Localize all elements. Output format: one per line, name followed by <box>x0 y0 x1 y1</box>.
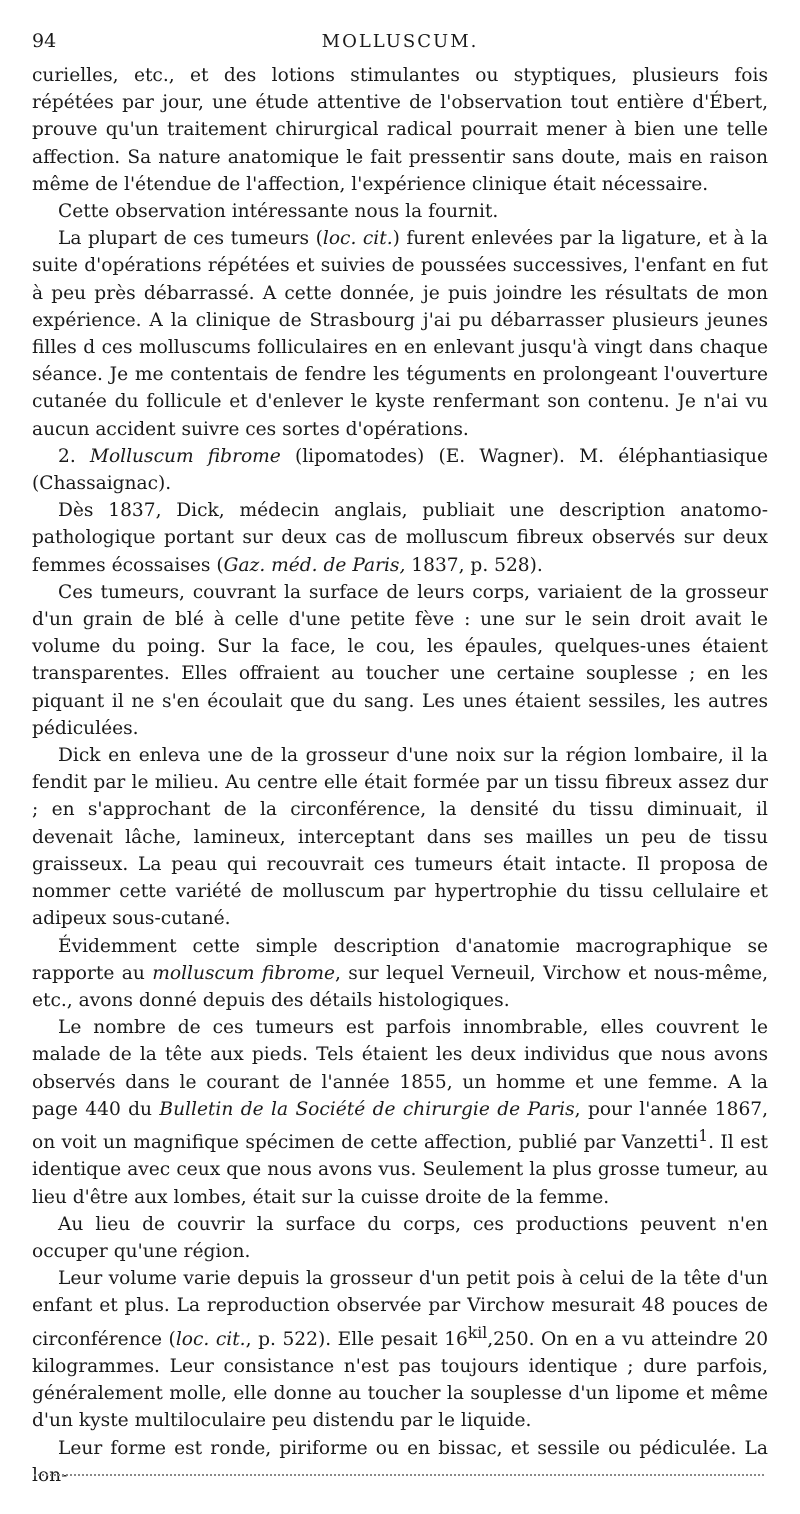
paragraph <box>32 742 768 932</box>
text-run: ,250. On en a vu atteindre 20 kilogrammes. Leur consistance n'est pas toujours identique ; dure parfois, généralement molle, elle donne au toucher la souplesse d'un lipome et même d'un kyste multiloculaire peu distendu par le liquide. <box>32 1328 769 1432</box>
page-header <box>32 28 768 58</box>
text-run: Cette observation intéressante nous la fournit. <box>58 201 499 223</box>
text-run: . Il est identique avec ceux que nous avons vus. Seulement la plus grosse tumeur, au lieu d'être aux lombes, était sur la cuisse droite de la femme. <box>32 1132 768 1208</box>
superscript: 1 <box>698 1126 709 1145</box>
page-number: 94 <box>32 30 57 52</box>
paragraph <box>32 62 768 198</box>
italic-text: loc. cit. <box>322 228 393 250</box>
paragraph <box>32 225 768 443</box>
body-text <box>32 62 768 1489</box>
italic-text: Bulletin de la Société de chirurgie de Paris <box>159 1098 575 1120</box>
running-title: MOLLUSCUM. <box>321 31 479 52</box>
paragraph <box>32 1014 768 1211</box>
text-run: 2. <box>58 445 90 467</box>
text-run: Leur forme est ronde, piriforme ou en bissac, et sessile ou pédiculée. La lon- <box>32 1437 768 1486</box>
text-run: Leur volume varie depuis la grosseur d'un petit pois à celui de la tête d'un enfant et plus. La reproduction observée par Virchow mesurait 48 pouces de circonférence ( <box>32 1268 768 1350</box>
text-run: Dick en enleva une de la grosseur d'une noix sur la région lombaire, il la fendit par le milieu. Au centre elle était formée par un tissu fibreux assez dur ; en s'approchant de la circonférence, la densité du tissu diminuait, il devenait lâche, lamineux, interceptant dans ses mailles un peu de tissu graisseux. La peau qui recouvrait ces tumeurs était intacte. Il proposa de nommer cette variété de molluscum par hypertrophie du tissu cellulaire et adipeux sous-cutané. <box>32 745 768 930</box>
footer-dotted-rule <box>34 1474 764 1476</box>
paragraph <box>32 198 768 225</box>
italic-text: loc. cit. <box>175 1328 246 1350</box>
document-page <box>32 28 768 1489</box>
text-run: Au lieu de couvrir la surface du corps, ces productions peuvent n'en occuper qu'une région. <box>32 1213 768 1262</box>
paragraph <box>32 497 768 579</box>
text-run: Dès 1837, Dick, médecin anglais, publiait une description anatomo-pathologique portant sur deux cas de molluscum fibreux observés sur deux femmes écossaises ( <box>32 500 768 576</box>
text-run: Le nombre de ces tumeurs est parfois innombrable, elles couvrent le malade de la tête aux pieds. Tels étaient les deux individus que nous avons observés dans le courant de l'année 1855, un homme et une femme. A la page 440 du <box>32 1017 768 1120</box>
text-run: , p. 522). Elle pesait 16 <box>245 1328 468 1350</box>
text-run: ) furent enlevées par la ligature, et à la suite d'opérations répétées et suivies de poussées successives, l'enfant en fut à peu près débarrassé. A cette donnée, je puis joindre les résultats de mon expérience. A la clinique de Strasbourg j'ai pu débarrasser plusieurs jeunes filles d ces molluscums folliculaires en en enlevant jusqu'à vingt dans chaque séance. Je me contentais de fendre les téguments en prolongeant l'ouverture cutanée du follicule et d'enlever le kyste renfermant son contenu. Je n'ai vu aucun accident suivre ces sortes d'opérations. <box>32 228 768 440</box>
text-run: (lipomatodes) (E. Wagner). M. éléphantiasique (Chassaignac). <box>32 445 768 495</box>
paragraph <box>32 1435 768 1489</box>
italic-text: Gaz. méd. de Paris, <box>223 554 406 576</box>
paragraph <box>32 579 768 742</box>
paragraph <box>32 933 768 1015</box>
text-run: , sur lequel Verneuil, Virchow et nous-même, etc., avons donné depuis des détails histologiques. <box>32 962 768 1011</box>
text-run: La plupart de ces tumeurs ( <box>58 228 323 250</box>
text-run: curielles, etc., et des lotions stimulantes ou styptiques, plusieurs fois répétées par jour, une étude attentive de l'observation tout entière d'Ébert, prouve qu'un traitement chirurgical radical pourrait mener à bien une telle affection. Sa nature anatomique le fait pressentir sans doute, mais en raison même de l'étendue de l'affection, l'expérience clinique était nécessaire. <box>32 65 768 195</box>
text-run: Évidemment cette simple description d'anatomie macrographique se rapporte au <box>32 935 768 984</box>
text-run: 1837, p. 528). <box>405 554 543 576</box>
italic-text: molluscum fibrome <box>152 962 335 984</box>
paragraph <box>32 443 768 497</box>
italic-text: Molluscum fibrome <box>89 445 281 467</box>
superscript: kil <box>467 1323 488 1342</box>
paragraph <box>32 1211 768 1265</box>
text-run: , pour l'année 1867, on voit un magnifique spécimen de cette affection, publié par Vanzetti <box>32 1098 769 1154</box>
text-run: Ces tumeurs, couvrant la surface de leurs corps, variaient de la grosseur d'un grain de blé à celle d'une petite fève : une sur le sein droit avait le volume du poing. Sur la face, le cou, les épaules, quelques-unes étaient transparentes. Elles offraient au toucher une certaine souplesse ; en les piquant il ne s'en écoulait que du sang. Les unes étaient sessiles, les autres pédiculées. <box>32 581 768 739</box>
paragraph <box>32 1265 768 1434</box>
